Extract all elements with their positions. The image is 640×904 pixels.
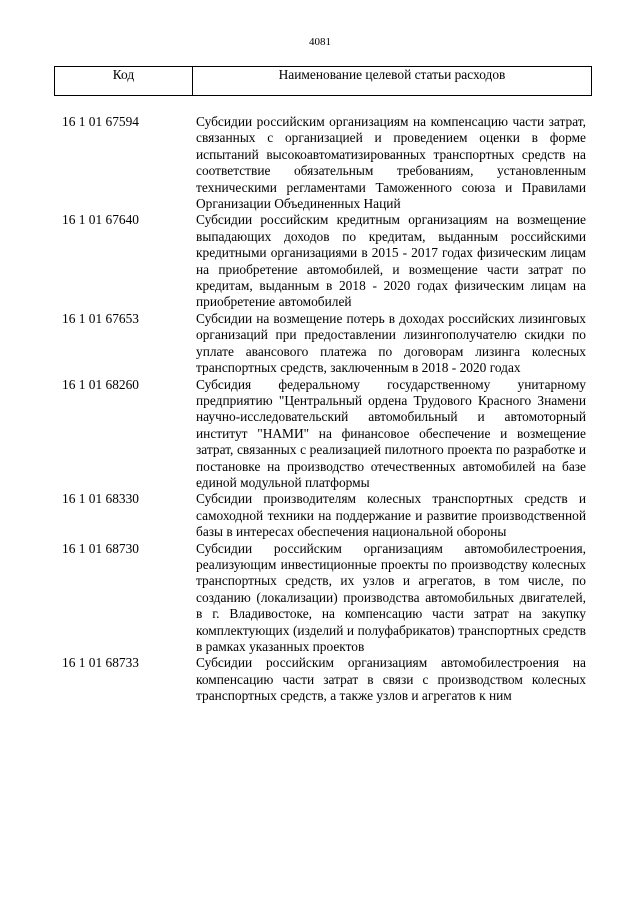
table-row xyxy=(62,377,586,492)
table-header xyxy=(54,66,592,96)
row-code: 16 1 01 67653 xyxy=(62,310,139,326)
row-name: Субсидии российским организациям на компенсацию части затрат, связанных с организацией и проведением оценки в форме испытаний высокоавтоматизированных транспортных средств на соответствие обязательным требованиям, установленным техническими регламентами Таможенного союза и Правилами Организации Объединенных Наций xyxy=(196,114,586,212)
row-name: Субсидии на возмещение потерь в доходах российских лизинговых организаций при предоставлении лизингополучателю скидки по уплате авансового платежа по договорам лизинга колесных транспортных средств, заключенным в 2018 - 2020 годах xyxy=(196,310,586,376)
header-name: Наименование целевой статьи расходов xyxy=(278,67,506,82)
row-name: Субсидии российским организациям автомобилестроения, реализующим инвестиционные проекты по производству колесных транспортных средств, их узлов и агрегатов, в том числе, по созданию (локализации) производства автомобильных двигателей, в г. Владивостоке, на компенсацию части затрат на закупку комплектующих (изделий и полуфабрикатов) транспортных средств в рамках указанных проектов xyxy=(196,540,586,654)
row-code: 16 1 01 68730 xyxy=(62,540,139,556)
row-code: 16 1 01 68733 xyxy=(62,655,139,671)
row-name: Субсидии российским кредитным организациям на возмещение выпадающих доходов по кредитам, выданным российскими кредитными организациями в 2015 - 2017 годах физическим лицам на приобретение автомобилей, и возмещение части затрат по кредитам, выданным в 2018 - 2020 годах физическим лицам на приобретение автомобилей xyxy=(196,212,586,310)
table-row xyxy=(62,114,586,212)
row-name: Субсидии производителям колесных транспортных средств и самоходной техники на поддержание и развитие производственной базы в интересах обеспечения национальной обороны xyxy=(196,491,586,540)
header-code: Код xyxy=(55,67,193,95)
row-code: 16 1 01 67640 xyxy=(62,212,139,228)
page-number: 4081 xyxy=(309,36,331,48)
row-code: 16 1 01 68330 xyxy=(62,491,139,507)
table-row xyxy=(62,311,586,377)
row-code: 16 1 01 68260 xyxy=(62,376,139,392)
table-row xyxy=(62,491,586,540)
table-row xyxy=(62,212,586,310)
row-code: 16 1 01 67594 xyxy=(62,114,139,129)
table-row xyxy=(62,655,586,704)
row-name: Субсидии российским организациям автомобилестроения на компенсацию части затрат в связи с производством колесных транспортных средств, а также узлов и агрегатов к ним xyxy=(196,655,586,704)
table-row xyxy=(62,541,586,656)
row-name: Субсидия федеральному государственному унитарному предприятию "Центральный ордена Трудового Красного Знамени научно-исследовательский автомобильный и автомоторный институт "НАМИ" на финансовое обеспечение и возмещение затрат, связанных с реализацией пилотного проекта по разработке и постановке на производство отечественных автомобилей на базе единой модульной платформы xyxy=(196,376,586,490)
table-body xyxy=(62,114,586,705)
